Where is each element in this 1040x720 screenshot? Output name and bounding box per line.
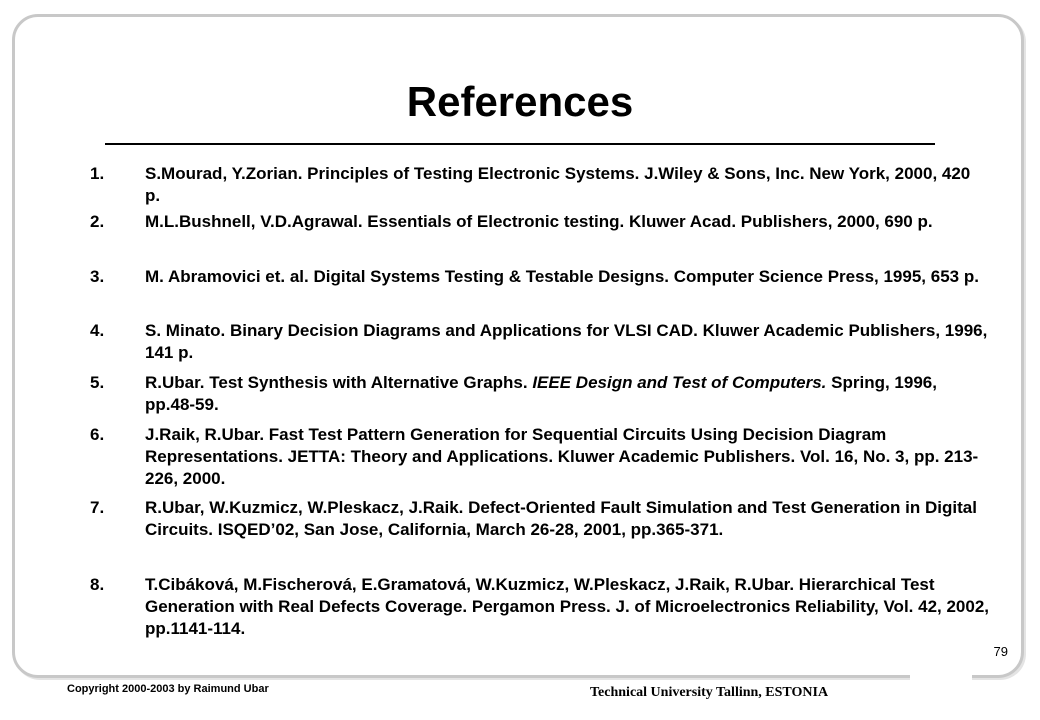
copyright-notice: Copyright 2000-2003 by Raimund Ubar: [67, 683, 269, 695]
reference-item-2: [90, 211, 990, 233]
reference-text: M. Abramovici et. al. Digital Systems Testing & Testable Designs. Computer Science Press, 1995, 653 p.: [145, 267, 979, 286]
reference-number: 5.: [90, 373, 105, 392]
title-underline: [105, 143, 935, 145]
reference-text: T.Cibáková, M.Fischerová, E.Gramatová, W.Kuzmicz, W.Pleskacz, J.Raik, R.Ubar. Hierarchical Test Generation with Real Defects Coverage. Pergamon Press. J. of Microelectronics Reliability, Vol. 42, 2002, pp.1141-114.: [145, 575, 990, 638]
reference-text-rest: Spring, 1996, pp.48-59.: [145, 373, 937, 414]
reference-item-5: [90, 372, 990, 416]
reference-text: J.Raik, R.Ubar. Fast Test Pattern Generation for Sequential Circuits Using Decision Diagram Representations. JETTA: Theory and Applications. Kluwer Academic Publishers. Vol. 16, No. 3, pp. 213-226, 2000.: [145, 425, 979, 488]
reference-text: S.Mourad, Y.Zorian. Principles of Testing Electronic Systems. J.Wiley & Sons, Inc. New York, 2000, 420 p.: [145, 164, 971, 205]
page-number: 79: [993, 644, 1008, 659]
reference-item-4: [90, 320, 990, 364]
reference-number: 2.: [90, 212, 105, 231]
reference-number: 6.: [90, 425, 105, 444]
reference-text-plain: R.Ubar. Test Synthesis with Alternative Graphs.: [145, 373, 533, 392]
reference-number: 7.: [90, 498, 105, 517]
reference-item-7: [90, 497, 990, 541]
reference-text: M.L.Bushnell, V.D.Agrawal. Essentials of Electronic testing. Kluwer Acad. Publishers, 2000, 690 p.: [145, 212, 933, 231]
reference-text: S. Minato. Binary Decision Diagrams and Applications for VLSI CAD. Kluwer Academic Publishers, 1996, 141 p.: [145, 321, 988, 362]
reference-item-6: [90, 424, 990, 490]
reference-item-8: [90, 574, 990, 640]
slide-title: References: [406, 78, 634, 125]
reference-number: 3.: [90, 267, 105, 286]
frame-gap: [910, 670, 972, 686]
university-name: Technical University Tallinn, ESTONIA: [590, 685, 829, 700]
reference-number: 4.: [90, 321, 105, 340]
reference-item-1: [90, 163, 990, 207]
reference-text: R.Ubar, W.Kuzmicz, W.Pleskacz, J.Raik. Defect-Oriented Fault Simulation and Test Generation in Digital Circuits. ISQED’02, San Jose, California, March 26-28, 2001, pp.365-371.: [145, 498, 977, 539]
reference-number: 8.: [90, 575, 105, 594]
reference-number: 1.: [90, 164, 105, 183]
reference-text: [145, 372, 990, 416]
reference-item-3: [90, 266, 990, 288]
reference-text-journal: IEEE Design and Test of Computers.: [532, 373, 827, 392]
